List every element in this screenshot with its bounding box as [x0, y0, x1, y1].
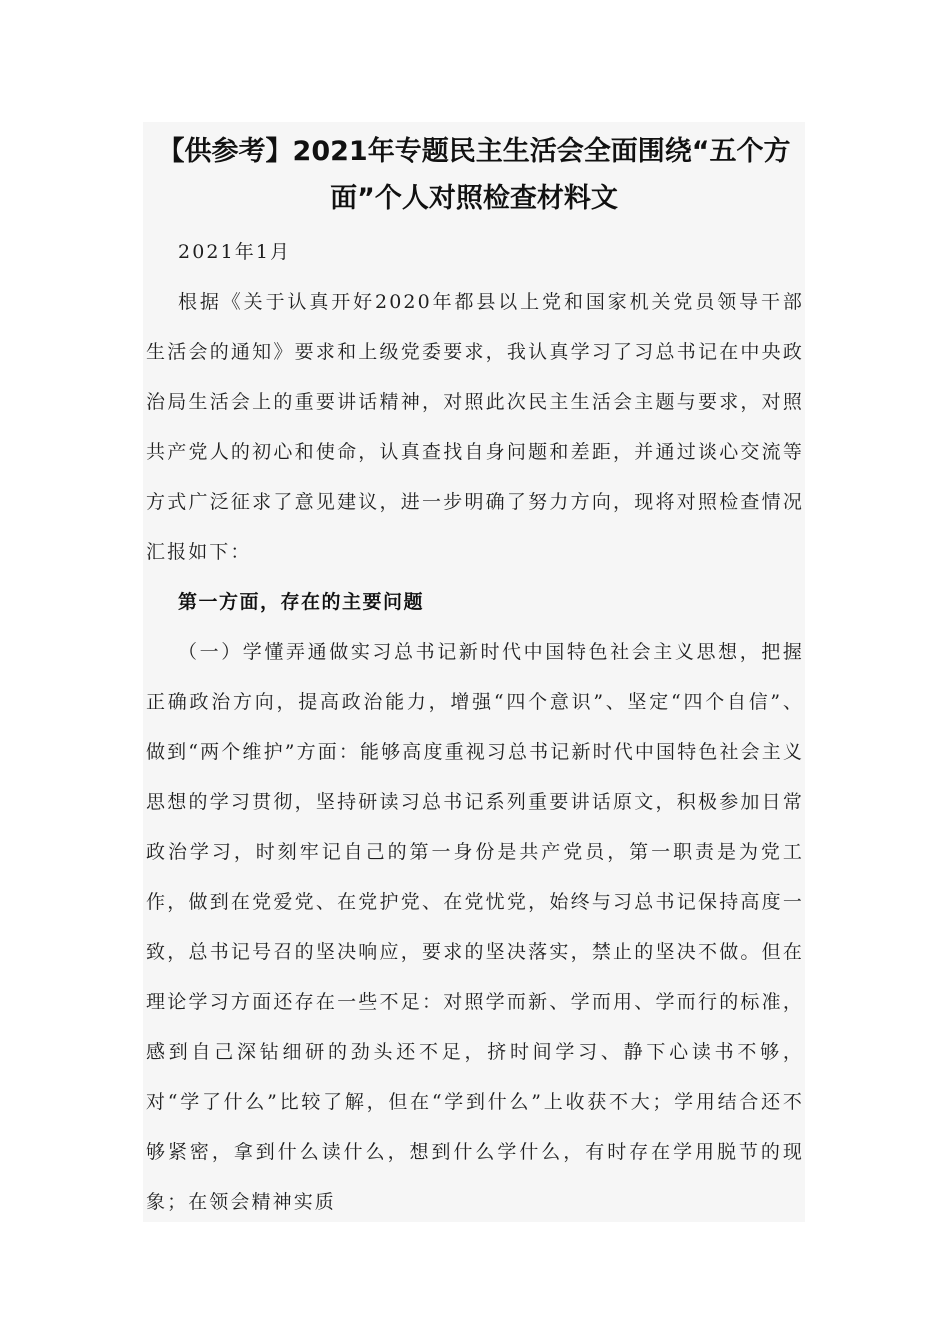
section-heading: 第一方面，存在的主要问题 [178, 591, 425, 613]
intro-paragraph: 根据《关于认真开好2020年都县以上党和国家机关党员领导干部生活会的通知》要求和上级党委要求，我认真学习了习总书记在中央政治局生活会上的重要讲话精神，对照此次民主生活会主题与要求，对照共产党人的初心和使命，认真查找自身问题和差距，并通过谈心交流等方式广泛征求了意见建议，进一步明确了努力方向，现将对照检查情况汇报如下： [146, 291, 804, 563]
document-title: 【供参考】2021年专题民主生活会全面围绕“五个方面”个人对照检查材料文 [157, 136, 791, 214]
section-paragraph: （一）学懂弄通做实习总书记新时代中国特色社会主义思想，把握正确政治方向，提高政治能力，增强“四个意识”、坚定“四个自信”、做到“两个维护”方面：能够高度重视习总书记新时代中国特色社会主义思想的学习贯彻，坚持研读习总书记系列重要讲话原文，积极参加日常政治学习，时刻牢记自己的第一身份是共产党员，第一职责是为党工作，做到在党爱党、在党护党、在党忧党，始终与习总书记保持高度一致，总书记号召的坚决响应，要求的坚决落实，禁止的坚决不做。但在理论学习方面还存在一些不足：对照学而新、学而用、学而行的标准，感到自己深钻细研的劲头还不足，挤时间学习、静下心读书不够，对“学了什么”比较了解，但在“学到什么”上收获不大；学用结合还不够紧密，拿到什么读什么，想到什么学什么，有时存在学用脱节的现象；在领会精神实质 [146, 641, 804, 1213]
document-date: 2021年1月 [178, 241, 292, 263]
document-body [146, 227, 804, 1227]
